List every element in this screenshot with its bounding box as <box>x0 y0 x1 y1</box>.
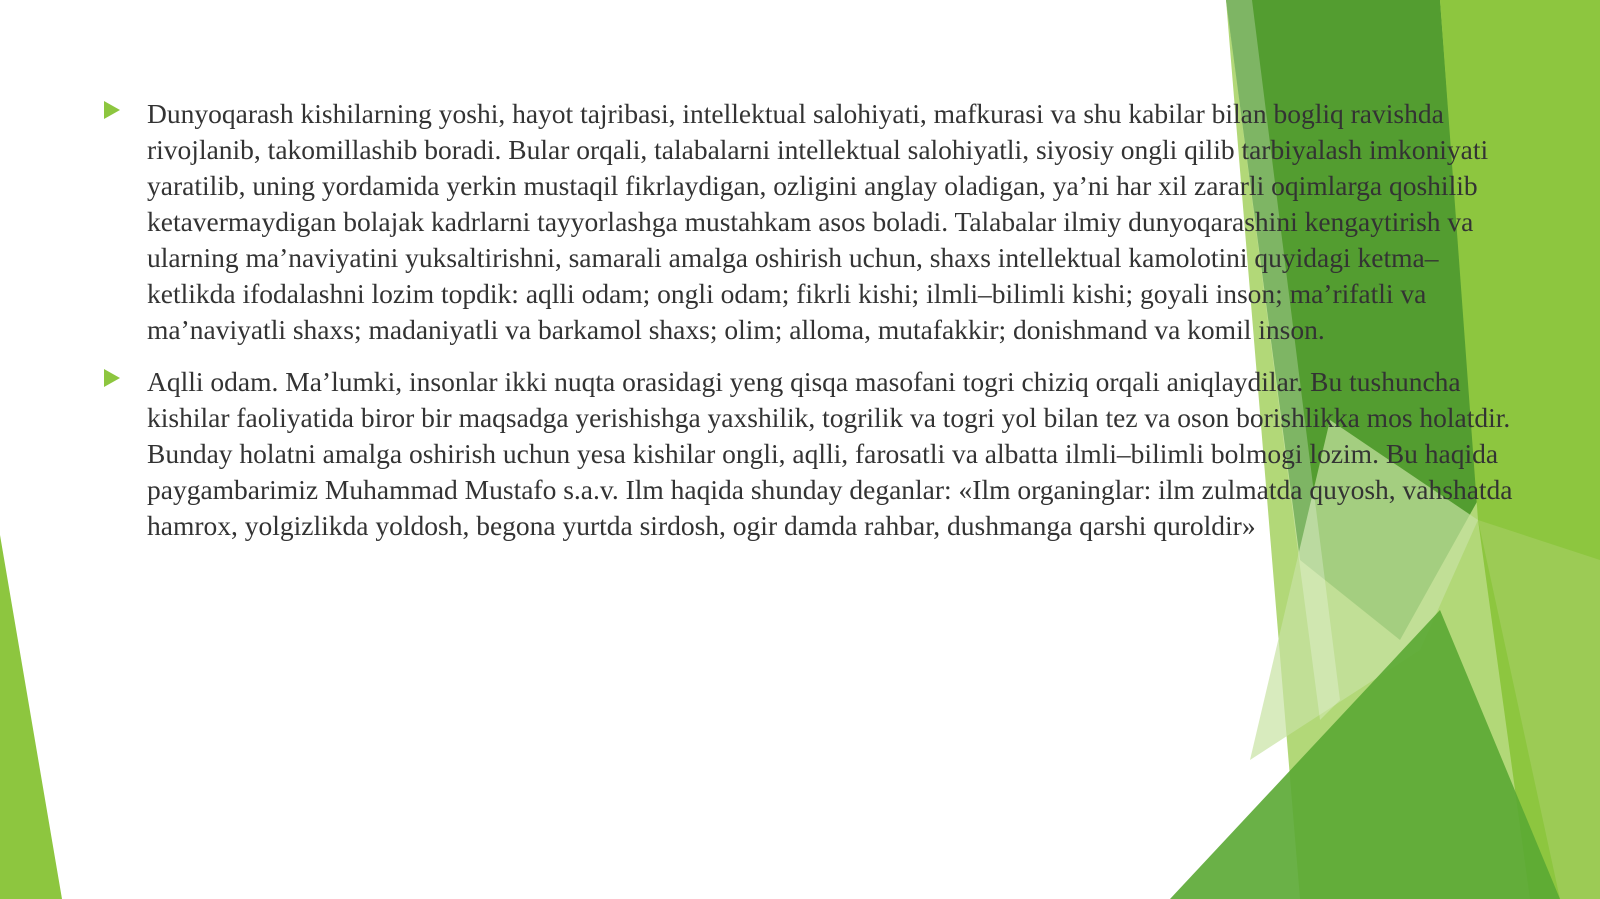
triangle-bullet-icon <box>104 101 120 119</box>
bullet-text: Aqlli odam. Ma’lumki, insonlar ikki nuqta orasidagi yeng qisqa masofani togri chiziq orqali aniqlaydilar. Bu tushuncha kishilar faoliyatida biror bir maqsadga yerishishga yaxshilik, togrilik va togri yol bilan tez va oson borishlikka mos holatdir. Bunday holatni amalga oshirish uchun yesa kishilar ongli, aqlli, farosatli va albatta ilmli–bilimli bolmogi lozim. Bu haqida paygambarimiz Muhammad Mustafo s.a.v. Ilm haqida shunday deganlar: «Ilm organinglar: ilm zulmatda quyosh, vahshatda hamrox, yolgizlikda yoldosh, begona yurtda sirdosh, ogir damda rahbar, dushmanga qarshi quroldir» <box>147 366 1513 541</box>
triangle-bullet-icon <box>104 369 120 387</box>
left-facet-shape <box>0 535 62 899</box>
bullet-item <box>100 96 1520 348</box>
bullet-item <box>100 364 1520 544</box>
bullet-list <box>100 96 1520 560</box>
bullet-text: Dunyoqarash kishilarning yoshi, hayot tajribasi, intellektual salohiyati, mafkurasi va shu kabilar bilan bogliq ravishda rivojlanib, takomillashib boradi. Bular orqali, talabalarni intellektual salohiyatli, siyosiy ongli qilib tarbiyalash imkoniyati yaratilib, uning yordamida yerkin mustaqil fikrlaydigan, ozligini anglay oladigan, ya’ni har xil zararli oqimlarga qoshilib ketavermaydigan bolajak kadrlarni tayyorlashga mustahkam asos boladi. Talabalar ilmiy dunyoqarashini kengaytirish va ularning ma’naviyatini yuksaltirishni, samarali amalga oshirish uchun, shaxs intellektual kamolotini quyidagi ketma–ketlikda ifodalashni lozim topdik: aqlli odam; ongli odam; fikrli kishi; ilmli–bilimli kishi; goyali inson; ma’rifatli va ma’naviyatli shaxs; madaniyatli va barkamol shaxs; olim; alloma, mutafakkir; donishmand va komil inson. <box>147 98 1489 345</box>
